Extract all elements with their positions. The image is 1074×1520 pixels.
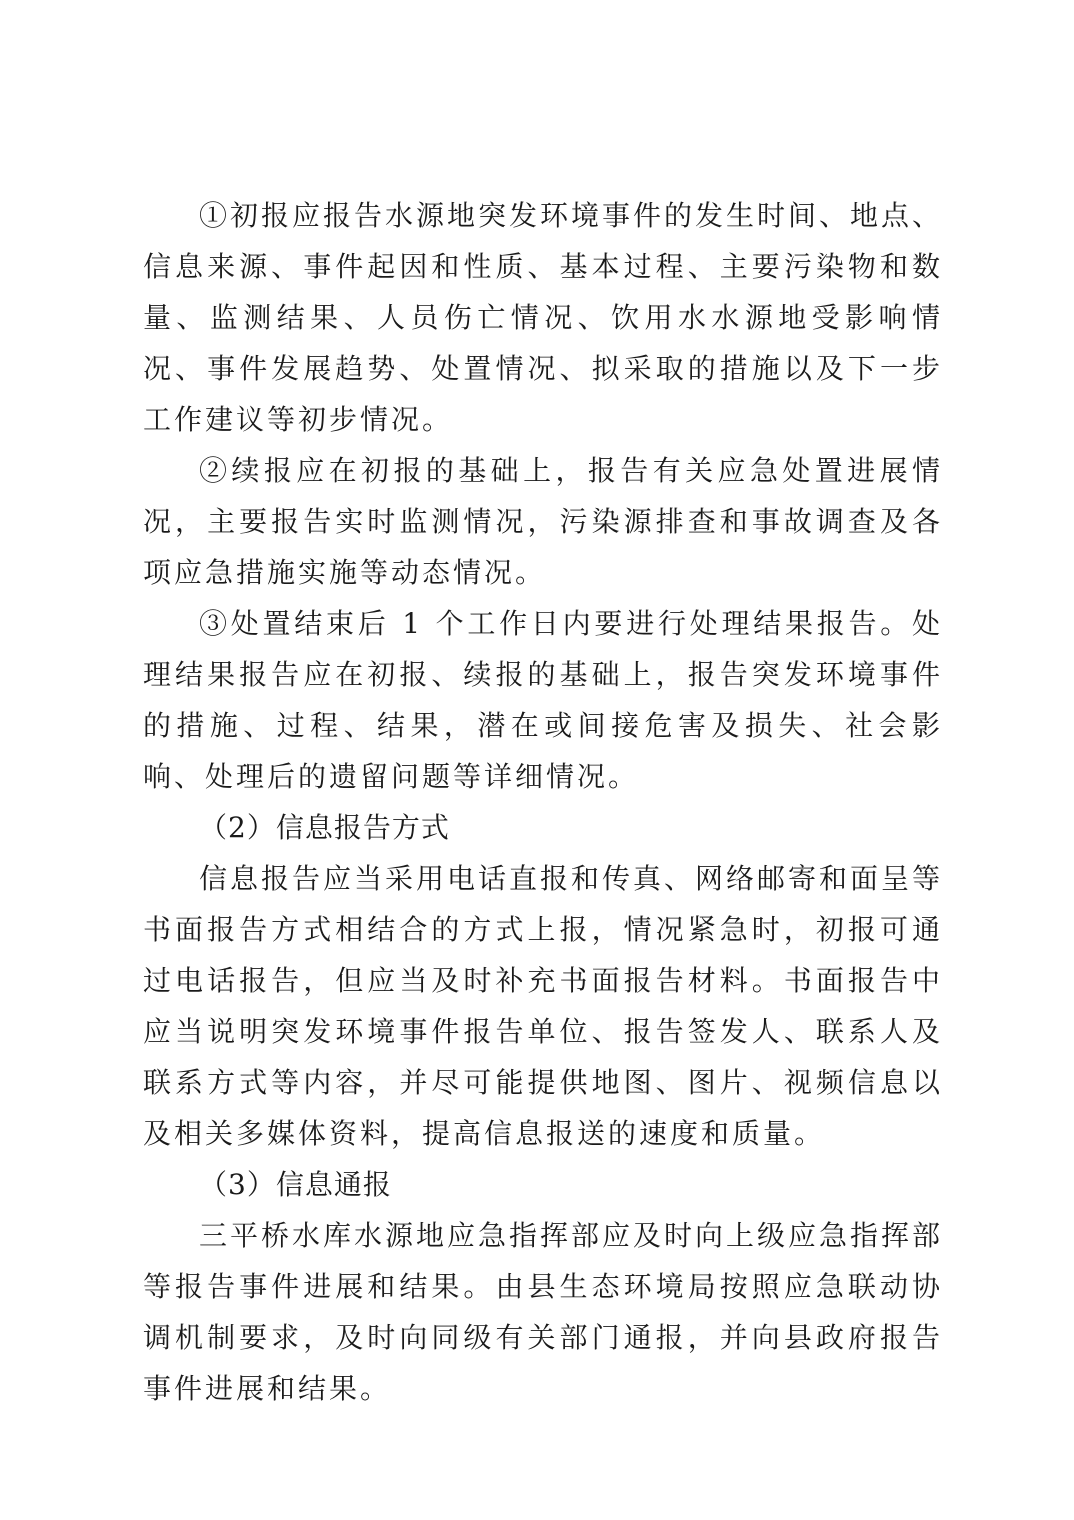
document-body: [143, 190, 943, 1414]
paragraph-notification: 三平桥水库水源地应急指挥部应及时向上级应急指挥部等报告事件进展和结果。由县生态环境局按照应急联动协调机制要求，及时向同级有关部门通报，并向县政府报告事件进展和结果。: [143, 1219, 944, 1405]
section-heading-report-method: （2）信息报告方式: [199, 811, 450, 844]
paragraph-initial-report: ①初报应报告水源地突发环境事件的发生时间、地点、信息来源、事件起因和性质、基本过程、主要污染物和数量、监测结果、人员伤亡情况、饮用水水源地受影响情况、事件发展趋势、处置情况、拟采取的措施以及下一步工作建议等初步情况。: [143, 199, 944, 436]
paragraph-follow-up-report: ②续报应在初报的基础上，报告有关应急处置进展情况，主要报告实时监测情况，污染源排查和事故调查及各项应急措施实施等动态情况。: [143, 454, 943, 589]
paragraph-final-report: ③处置结束后 1 个工作日内要进行处理结果报告。处理结果报告应在初报、续报的基础上，报告突发环境事件的措施、过程、结果，潜在或间接危害及损失、社会影响、处理后的遗留问题等详细情况。: [143, 607, 943, 793]
paragraph-report-method: 信息报告应当采用电话直报和传真、网络邮寄和面呈等书面报告方式相结合的方式上报，情况紧急时，初报可通过电话报告，但应当及时补充书面报告材料。书面报告中应当说明突发环境事件报告单位、报告签发人、联系人及联系方式等内容，并尽可能提供地图、图片、视频信息以及相关多媒体资料，提高信息报送的速度和质量。: [143, 862, 944, 1150]
section-heading-notification: （3）信息通报: [199, 1168, 392, 1201]
